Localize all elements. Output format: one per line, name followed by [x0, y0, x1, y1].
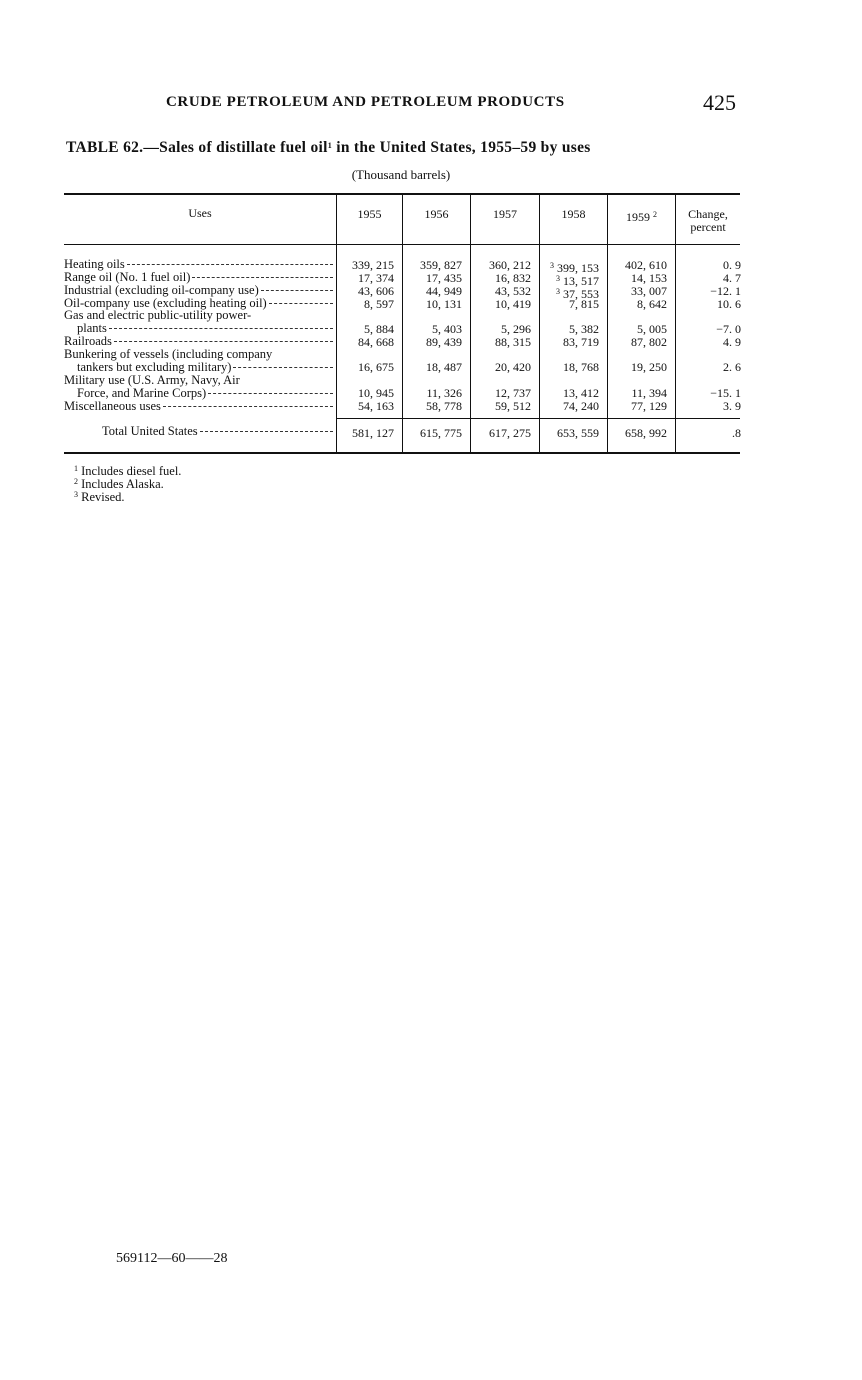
row-label [64, 348, 333, 374]
row-label-text: Range oil (No. 1 fuel oil) [64, 271, 191, 284]
cell-footnote-mark: 3 [556, 274, 560, 283]
col-header-change-line2: percent [690, 220, 726, 234]
cell-change: −7. 0 [716, 322, 741, 336]
row-label-text: Gas and electric public-utility power- [64, 309, 252, 322]
table-title-footnote-mark: 1 [327, 141, 333, 150]
total-label [64, 425, 333, 438]
table-title [66, 139, 742, 157]
cell-1957: 5, 296 [501, 322, 531, 336]
cell-1959: 87, 802 [631, 335, 667, 349]
footnote-mark: 2 [74, 477, 78, 486]
cell-1956: 58, 778 [426, 399, 462, 413]
cell-change: 10. 6 [717, 297, 741, 311]
cell-1957: 16, 832 [495, 271, 531, 285]
footnote-text: Includes diesel fuel. [81, 464, 182, 478]
cell-1955: 5, 884 [364, 322, 394, 336]
row-label-text: Miscellaneous uses [64, 400, 161, 413]
col-header-change-line1: Change, [688, 207, 728, 221]
col-header-1958: 1958 [561, 207, 586, 221]
cell-1959: 11, 394 [631, 386, 667, 400]
cell-1955: 84, 668 [358, 335, 394, 349]
row-label [64, 309, 333, 335]
cell-change: 2. 6 [723, 360, 741, 374]
row-label-text: Heating oils [64, 258, 125, 271]
row-label-text: Force, and Marine Corps) [77, 387, 207, 400]
cell-1955: 17, 374 [358, 271, 394, 285]
cell-1955: 339, 215 [352, 258, 394, 272]
col-header-1959-year: 1959 [626, 210, 650, 224]
cell-1959: 33, 007 [631, 284, 667, 298]
row-label [64, 258, 333, 271]
cell-footnote-mark: 3 [556, 287, 560, 296]
table-title-rest: in the United States, 1955–59 by uses [332, 139, 591, 156]
total-1955: 581, 127 [352, 426, 394, 440]
cell-1959: 5, 005 [637, 322, 667, 336]
col-header-1957: 1957 [493, 207, 517, 221]
cell-footnote-mark: 3 [550, 261, 554, 270]
cell-1958: 5, 382 [569, 322, 599, 336]
cell-value: 399, 153 [557, 261, 599, 275]
cell-1956: 44, 949 [426, 284, 462, 298]
total-1957: 617, 275 [489, 426, 531, 440]
cell-1956: 89, 439 [426, 335, 462, 349]
col-header-1956: 1956 [424, 207, 449, 221]
cell-1958: 13, 412 [563, 386, 599, 400]
cell-change: −15. 1 [710, 386, 741, 400]
cell-1958: 83, 719 [563, 335, 599, 349]
row-label [64, 335, 333, 348]
col-header-1959 [608, 208, 675, 224]
row-label-text: Oil-company use (excluding heating oil) [64, 297, 267, 310]
cell-1957: 360, 212 [489, 258, 531, 272]
cell-change: 4. 7 [723, 271, 741, 285]
row-label-text: Military use (U.S. Army, Navy, Air [64, 374, 240, 387]
cell-value: 37, 553 [563, 287, 599, 301]
table-bottom-rule [64, 452, 740, 454]
cell-1956: 359, 827 [420, 258, 462, 272]
footnote-mark: 3 [74, 490, 78, 499]
total-1959: 658, 992 [625, 426, 667, 440]
cell-value: 13, 517 [563, 274, 599, 288]
cell-1959: 8, 642 [637, 297, 667, 311]
row-label-text: Bunkering of vessels (including company [64, 348, 273, 361]
table-subtitle: (Thousand barrels) [351, 167, 451, 182]
cell-1957: 88, 315 [495, 335, 531, 349]
footnote-text: Revised. [81, 490, 125, 504]
cell-change: 4. 9 [723, 335, 741, 349]
cell-1955: 16, 675 [358, 360, 394, 374]
row-label [64, 374, 333, 400]
row-label-text: tankers but excluding military) [77, 361, 232, 374]
cell-1956: 18, 487 [426, 360, 462, 374]
col-header-change [676, 208, 740, 234]
row-label [64, 400, 333, 413]
cell-1955: 10, 945 [358, 386, 394, 400]
page-number: 425 [703, 90, 736, 115]
cell-1956: 5, 403 [432, 322, 462, 336]
cell-1955: 43, 606 [358, 284, 394, 298]
cell-change: −12. 1 [710, 284, 741, 298]
total-change: .8 [732, 426, 741, 440]
footnote [74, 488, 125, 504]
total-top-rule [336, 418, 740, 419]
row-label-text: Industrial (excluding oil-company use) [64, 284, 259, 297]
cell-change: 0. 9 [723, 258, 741, 272]
row-label [64, 284, 333, 297]
cell-1959: 19, 250 [631, 360, 667, 374]
running-head: CRUDE PETROLEUM AND PETROLEUM PRODUCTS [166, 94, 565, 110]
row-label-text: plants [77, 322, 107, 335]
cell-1956: 10, 131 [426, 297, 462, 311]
cell-1955: 8, 597 [364, 297, 394, 311]
cell-1959: 14, 153 [631, 271, 667, 285]
cell-1957: 12, 737 [495, 386, 531, 400]
footnote-text: Includes Alaska. [81, 477, 164, 491]
cell-1957: 43, 532 [495, 284, 531, 298]
row-label [64, 271, 333, 284]
row-label-text: Railroads [64, 335, 112, 348]
cell-1957: 59, 512 [495, 399, 531, 413]
footnote-mark: 1 [74, 464, 78, 473]
total-label-text: Total United States [102, 425, 198, 438]
total-1956: 615, 775 [420, 426, 462, 440]
cell-1955: 54, 163 [358, 399, 394, 413]
cell-1956: 17, 435 [426, 271, 462, 285]
cell-1958: 7, 815 [569, 297, 599, 311]
cell-1959: 402, 610 [625, 258, 667, 272]
total-1958: 653, 559 [557, 426, 599, 440]
cell-1956: 11, 326 [426, 386, 462, 400]
cell-1957: 10, 419 [495, 297, 531, 311]
col-header-uses: Uses [188, 206, 212, 220]
cell-1958: 18, 768 [563, 360, 599, 374]
col-header-1959-footnote-mark: 2 [653, 210, 657, 219]
printer-code: 569112—60——28 [116, 1251, 228, 1266]
col-header-1955: 1955 [357, 207, 382, 221]
cell-1957: 20, 420 [495, 360, 531, 374]
cell-change: 3. 9 [723, 399, 741, 413]
cell-1958: 74, 240 [563, 399, 599, 413]
table-title-main: TABLE 62.—Sales of distillate fuel oil [66, 139, 328, 156]
cell-1959: 77, 129 [631, 399, 667, 413]
